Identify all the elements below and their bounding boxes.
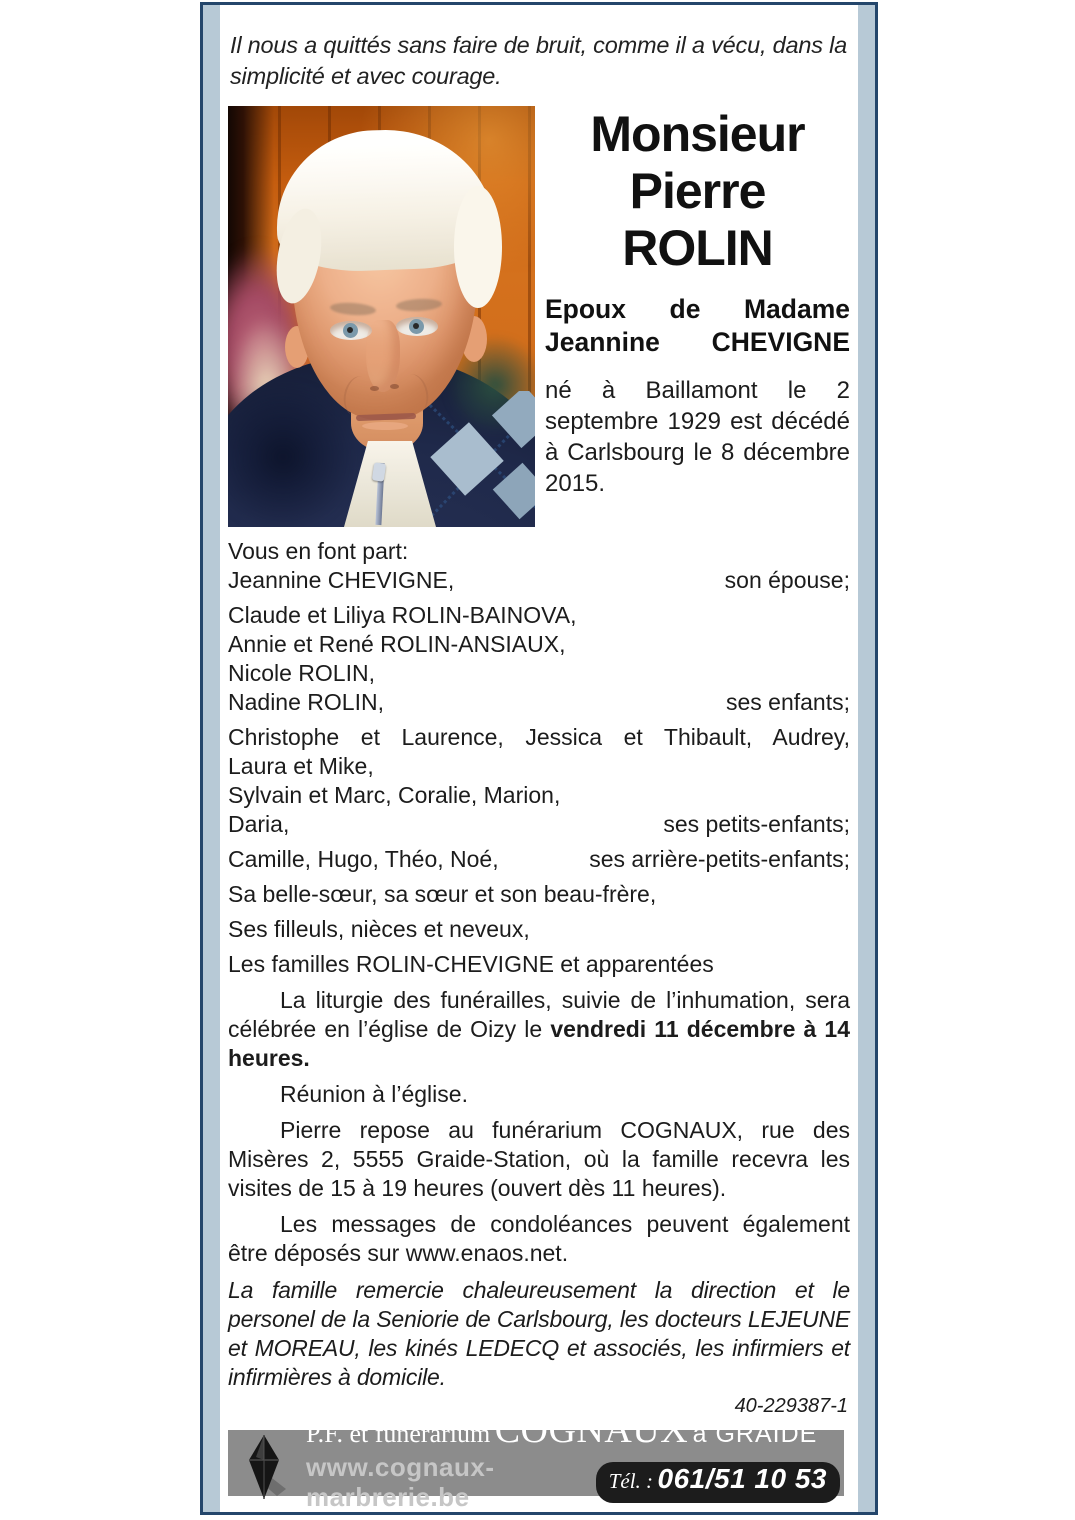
identity-column — [545, 106, 850, 527]
family-row: Camille, Hugo, Théo, Noé, ses arrière-petits-enfants; — [228, 846, 850, 872]
relation-label: ses arrière-petits-enfants; — [589, 846, 850, 872]
deceased-title: Monsieur — [590, 106, 805, 162]
reunion-paragraph: Réunion à l’église. — [280, 1081, 468, 1107]
condolences-paragraph: Les messages de condoléances peuvent également être déposés sur www.enaos.net. — [228, 1211, 850, 1266]
portrait-photo — [228, 106, 535, 527]
family-row: Claude et Liliya ROLIN-BAINOVA, — [228, 602, 577, 628]
notice-content — [228, 5, 850, 1512]
family-row: Ses filleuls, nièces et neveux, — [228, 916, 530, 942]
family-row: Christophe et Laurence, Jessica et Thibault, Audrey, — [228, 724, 850, 750]
frame-band-left — [203, 5, 220, 1512]
spouse-line: Epoux de Madame Jeannine CHEVIGNE — [545, 294, 850, 357]
relation-label: ses petits-enfants; — [663, 811, 850, 837]
epitaph-quote: Il nous a quittés sans faire de bruit, comme il a vécu, dans la simplicité et avec courage. — [230, 32, 848, 89]
ad-phone-number: 061/51 10 53 — [657, 1462, 827, 1494]
family-row: Nadine ROLIN, ses enfants; — [228, 689, 850, 715]
deceased-last-name: ROLIN — [622, 220, 773, 276]
diamond-gem-icon — [236, 1433, 292, 1505]
family-row: Les familles ROLIN-CHEVIGNE et apparentées — [228, 951, 714, 977]
obituary-notice — [200, 2, 878, 1515]
family-row: Annie et René ROLIN-ANSIAUX, — [228, 631, 566, 657]
family-announcement — [228, 537, 850, 979]
relation-label: ses enfants; — [725, 689, 850, 715]
ad-brand-name: COGNAUX — [494, 1409, 689, 1451]
family-row: Laura et Mike, — [228, 753, 374, 779]
deceased-name — [545, 106, 850, 277]
ad-phone-pill: Tél. : 061/51 10 53 — [596, 1462, 840, 1503]
ad-title-line: P.F. et funérarium COGNAUX à GRAIDE — [306, 1409, 818, 1451]
reference-number: 40-229387-1 — [734, 1395, 848, 1417]
birth-death-dates: né à Baillamont le 2 septembre 1929 est décédé à Carlsbourg le 8 décembre 2015. — [545, 377, 850, 497]
relation-label: son épouse; — [724, 567, 850, 593]
family-row: Sa belle-sœur, sa sœur et son beau-frère, — [228, 881, 657, 907]
frame-band-right — [858, 5, 875, 1512]
family-row: Nicole ROLIN, — [228, 660, 375, 686]
announcement-intro: Vous en font part: — [228, 538, 409, 564]
family-row: Daria, ses petits-enfants; — [228, 811, 850, 837]
repose-paragraph: Pierre repose au funérarium COGNAUX, rue des Misères 2, 5555 Graide-Station, où la famille recevra les visites de 15 à 19 heures (ouvert dès 11 heures). — [228, 1117, 850, 1201]
hero-section — [228, 106, 850, 527]
family-row: Sylvain et Marc, Coralie, Marion, — [228, 782, 561, 808]
deceased-first-name: Pierre — [629, 163, 766, 219]
liturgy-paragraph: La liturgie des funérailles, suivie de l’inhumation, sera célébrée en l’église de Oizy le vendredi 11 décembre à 14 heures. — [228, 987, 850, 1071]
family-row: Jeannine CHEVIGNE, son épouse; — [228, 567, 850, 593]
argyle-pattern — [413, 391, 535, 523]
thanks-paragraph: La famille remercie chaleureusement la direction et le personel de la Seniorie de Carlsbourg, les docteurs LEJEUNE et MOREAU, les kinés LEDECQ et associés, les infirmiers et infirmières à domicile. — [228, 1277, 850, 1390]
ad-website: www.cognaux-marbrerie.be — [306, 1452, 495, 1512]
funeral-home-ad — [228, 1409, 844, 1512]
